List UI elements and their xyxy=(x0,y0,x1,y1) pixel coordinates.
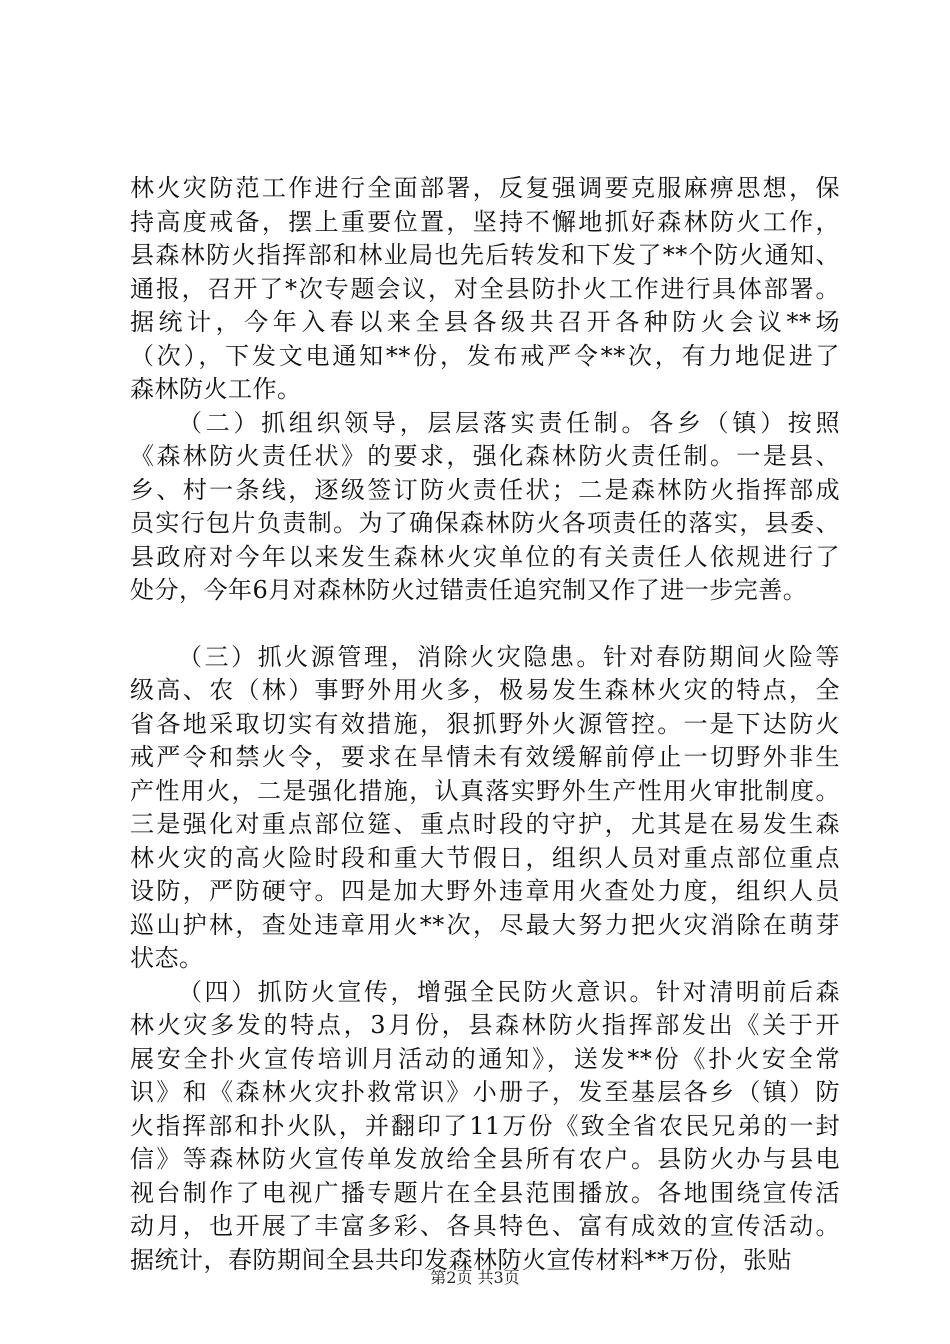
text-line: 林火灾防范工作进行全面部署，反复强调要克服麻痹思想，保 xyxy=(130,174,840,202)
text-line: 信》等森林防火宣传单发放给全县所有农户。县防火办与县电 xyxy=(130,1145,840,1173)
text-line: 设防，严防硬守。四是加大野外违章用火查处力度，组织人员 xyxy=(130,877,840,905)
paragraph xyxy=(130,976,840,1278)
text-line: 据统计，今年入春以来全县各级共召开各种防火会议**场 xyxy=(130,308,840,336)
text-line: 乡、村一条线，逐级签订防火责任状；二是森林防火指挥部成 xyxy=(130,475,840,504)
text-line: 林火灾多发的特点，3月份，县森林防火指挥部发出《关于开 xyxy=(130,1011,840,1039)
text-line: （次），下发文电通知**份，发布戒严令**次，有力地促进了 xyxy=(130,341,840,370)
text-line: （四）抓防火宣传，增强全民防火意识。针对清明前后森 xyxy=(178,977,840,1006)
text-line: 《森林防火责任状》的要求，强化森林防火责任制。一是县、 xyxy=(130,442,840,470)
paragraph xyxy=(130,407,840,608)
text-line: 员实行包片负责制。为了确保森林防火各项责任的落实，县委、 xyxy=(130,509,840,537)
paragraph xyxy=(130,641,840,976)
text-line: 省各地采取切实有效措施，狠抓野外火源管控。一是下达防火 xyxy=(130,709,840,738)
text-line: 戒严令和禁火令，要求在旱情未有效缓解前停止一切野外非生 xyxy=(130,743,840,771)
text-line: 据统计，春防期间全县共印发森林防火宣传材料**万份，张贴 xyxy=(130,1245,792,1274)
text-line: 视台制作了电视广播专题片在全县范围播放。各地围绕宣传活 xyxy=(130,1178,840,1207)
text-line: 产性用火，二是强化措施，认真落实野外生产性用火审批制度。 xyxy=(130,776,840,805)
text-line: 动月，也开展了丰富多彩、各具特色、富有成效的宣传活动。 xyxy=(130,1212,840,1240)
text-line: 巡山护林，查处违章用火**次，尽最大努力把火灾消除在萌芽 xyxy=(130,910,840,939)
text-line: 县政府对今年以来发生森林火灾单位的有关责任人依规进行了 xyxy=(130,542,840,571)
text-line: 识》和《森林火灾扑救常识》小册子，发至基层各乡（镇）防 xyxy=(130,1078,840,1106)
text-line: 森林防火工作。 xyxy=(130,375,302,403)
text-line: （三）抓火源管理，消除火灾隐患。针对春防期间火险等 xyxy=(178,642,840,671)
text-line: 状态。 xyxy=(130,944,204,972)
text-line: 林火灾的高火险时段和重大节假日，组织人员对重点部位重点 xyxy=(130,843,840,872)
text-line: 三是强化对重点部位筵、重点时段的守护，尤其是在易发生森 xyxy=(130,810,840,838)
document-body xyxy=(130,172,840,1277)
text-line: 通报，召开了*次专题会议，对全县防扑火工作进行具体部署。 xyxy=(130,274,840,303)
text-line: 处分，今年6月对森林防火过错责任追究制又作了进一步完善。 xyxy=(130,576,808,604)
paragraph xyxy=(130,172,840,407)
paragraph-spacer xyxy=(130,608,840,641)
text-line: （二）抓组织领导，层层落实责任制。各乡（镇）按照 xyxy=(178,408,840,437)
text-line: 县森林防火指挥部和林业局也先后转发和下发了**个防火通知、 xyxy=(130,241,840,269)
text-line: 持高度戒备，摆上重要位置，坚持不懈地抓好森林防火工作， xyxy=(130,207,840,236)
page-number-footer: 第2页 共3页 xyxy=(430,1268,520,1287)
text-line: 展安全扑火宣传培训月活动的通知》，送发**份《扑火安全常 xyxy=(130,1044,840,1073)
text-line: 级高、农（林）事野外用火多，极易发生森林火灾的特点，全 xyxy=(130,676,840,704)
text-line: 火指挥部和扑火队，并翻印了11万份《致全省农民兄弟的一封 xyxy=(130,1111,840,1140)
